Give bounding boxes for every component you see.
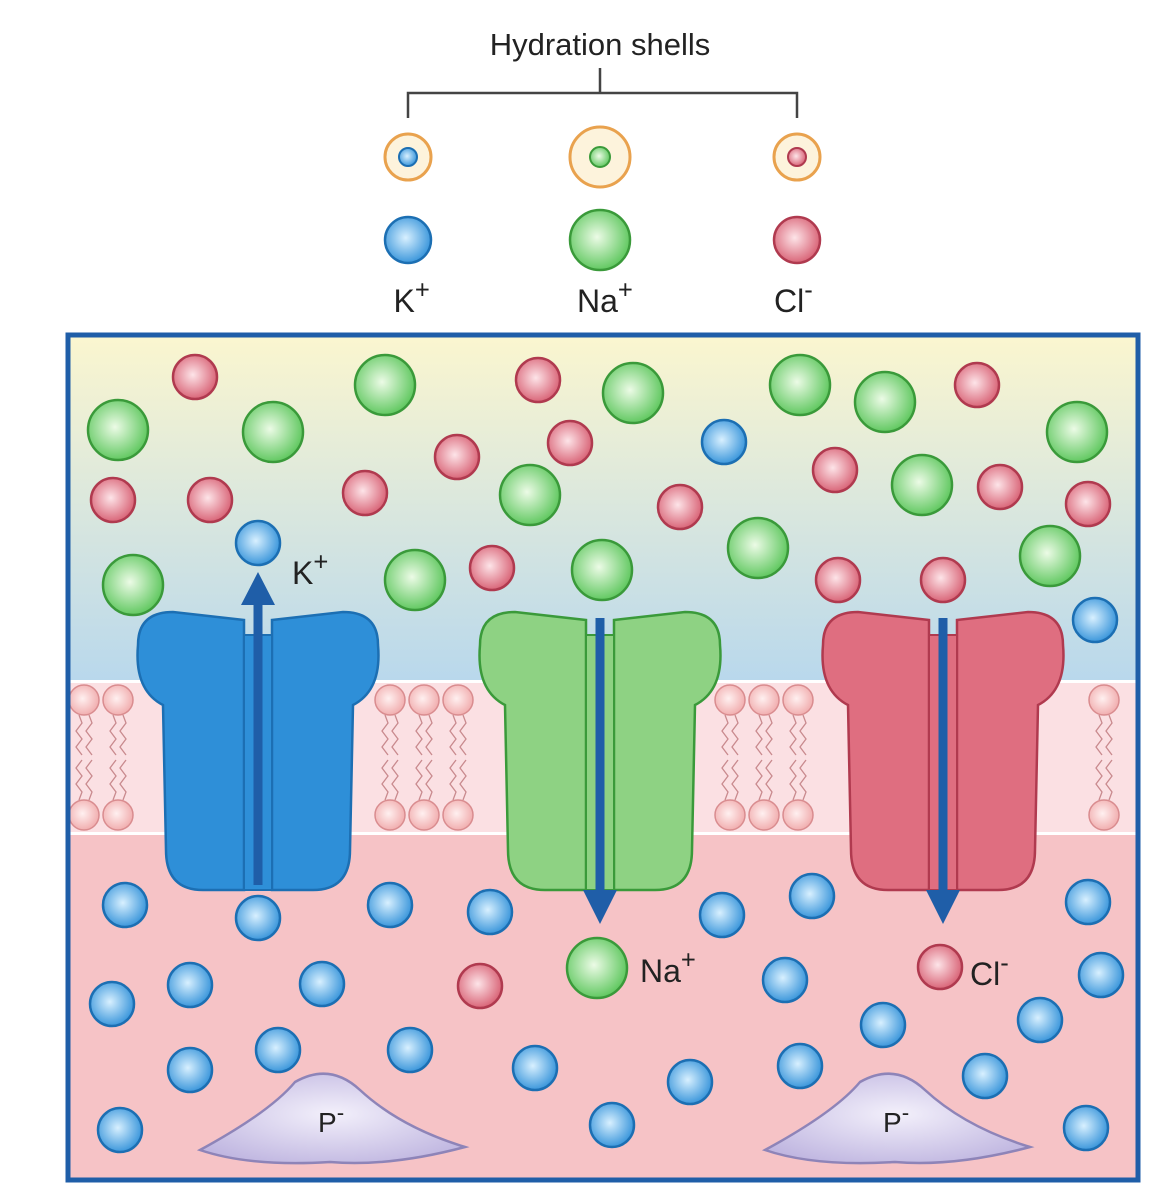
potassium-ion-shell-core bbox=[399, 148, 417, 166]
chloride-ion bbox=[816, 558, 860, 602]
potassium-ion bbox=[702, 420, 746, 464]
lipid-head bbox=[749, 685, 779, 715]
potassium-ion bbox=[1079, 953, 1123, 997]
potassium-ion bbox=[236, 896, 280, 940]
lipid-head bbox=[1089, 800, 1119, 830]
chloride-ion bbox=[658, 485, 702, 529]
potassium-ion bbox=[1073, 598, 1117, 642]
impermeant-anion-label: P- bbox=[883, 1100, 910, 1138]
potassium-ion bbox=[98, 1108, 142, 1152]
potassium-ion bbox=[513, 1046, 557, 1090]
lipid-head bbox=[1089, 685, 1119, 715]
legend-items bbox=[385, 127, 820, 319]
sodium-ion bbox=[855, 372, 915, 432]
sodium-ion bbox=[500, 465, 560, 525]
chloride-ion bbox=[173, 355, 217, 399]
chloride-ion bbox=[978, 465, 1022, 509]
legend-title: Hydration shells bbox=[489, 27, 711, 62]
lipid-head bbox=[749, 800, 779, 830]
chloride-ion bbox=[1066, 482, 1110, 526]
potassium-ion bbox=[590, 1103, 634, 1147]
potassium-ion bbox=[1018, 998, 1062, 1042]
potassium-ion bbox=[300, 962, 344, 1006]
sodium-ion bbox=[770, 355, 830, 415]
potassium-ion bbox=[778, 1044, 822, 1088]
lipid-head bbox=[443, 685, 473, 715]
chloride-ion-legend-label: Cl- bbox=[774, 276, 813, 319]
sodium-ion bbox=[603, 363, 663, 423]
potassium-ion bbox=[668, 1060, 712, 1104]
chloride-ion bbox=[91, 478, 135, 522]
chloride-ion-shell-core bbox=[788, 148, 806, 166]
sodium-ion bbox=[567, 938, 627, 998]
potassium-ion bbox=[963, 1054, 1007, 1098]
potassium-ion-legend-label: K+ bbox=[393, 276, 430, 319]
potassium-ion bbox=[368, 883, 412, 927]
sodium-channel-ion-label: Na+ bbox=[640, 946, 696, 989]
potassium-ion-legend bbox=[385, 217, 431, 263]
chloride-channel-ion-label: Cl- bbox=[970, 949, 1009, 992]
lipid-head bbox=[375, 800, 405, 830]
lipid-head bbox=[103, 800, 133, 830]
lipid-head bbox=[103, 685, 133, 715]
chloride-ion bbox=[435, 435, 479, 479]
sodium-ion-legend-label: Na+ bbox=[577, 276, 633, 319]
lipid-head bbox=[715, 800, 745, 830]
potassium-ion bbox=[1064, 1106, 1108, 1150]
lipid-head bbox=[783, 800, 813, 830]
sodium-ion bbox=[1020, 526, 1080, 586]
lipid-head bbox=[69, 685, 99, 715]
sodium-ion bbox=[728, 518, 788, 578]
potassium-ion bbox=[388, 1028, 432, 1072]
potassium-ion bbox=[168, 963, 212, 1007]
chloride-ion bbox=[470, 546, 514, 590]
potassium-ion bbox=[861, 1003, 905, 1047]
lipid-head bbox=[715, 685, 745, 715]
potassium-ion bbox=[90, 982, 134, 1026]
sodium-ion bbox=[892, 455, 952, 515]
chloride-ion bbox=[813, 448, 857, 492]
lipid-head bbox=[375, 685, 405, 715]
chloride-ion bbox=[458, 964, 502, 1008]
potassium-ion bbox=[103, 883, 147, 927]
sodium-ion bbox=[243, 402, 303, 462]
potassium-ion bbox=[468, 890, 512, 934]
sodium-ion bbox=[1047, 402, 1107, 462]
lipid-head bbox=[443, 800, 473, 830]
sodium-ion bbox=[103, 555, 163, 615]
lipid-head bbox=[409, 685, 439, 715]
potassium-ion bbox=[236, 521, 280, 565]
sodium-ion bbox=[88, 400, 148, 460]
sodium-ion-shell-core bbox=[590, 147, 610, 167]
sodium-ion bbox=[385, 550, 445, 610]
potassium-ion bbox=[763, 958, 807, 1002]
chloride-ion bbox=[955, 363, 999, 407]
impermeant-anion-label: P- bbox=[318, 1100, 345, 1138]
potassium-channel-ion-label: K+ bbox=[292, 548, 329, 591]
lipid-head bbox=[69, 800, 99, 830]
chloride-ion bbox=[548, 421, 592, 465]
potassium-ion bbox=[700, 893, 744, 937]
chloride-ion bbox=[918, 945, 962, 989]
sodium-ion-legend bbox=[570, 210, 630, 270]
potassium-ion bbox=[1066, 880, 1110, 924]
lipid-head bbox=[783, 685, 813, 715]
legend-bracket bbox=[408, 68, 797, 118]
chloride-ion bbox=[343, 471, 387, 515]
chloride-ion bbox=[516, 358, 560, 402]
sodium-ion bbox=[572, 540, 632, 600]
lipid-head bbox=[409, 800, 439, 830]
cell-panel bbox=[68, 335, 1138, 1180]
chloride-ion-legend bbox=[774, 217, 820, 263]
potassium-ion bbox=[168, 1048, 212, 1092]
legend bbox=[385, 27, 820, 319]
potassium-ion bbox=[790, 874, 834, 918]
chloride-ion bbox=[921, 558, 965, 602]
chloride-ion bbox=[188, 478, 232, 522]
sodium-ion bbox=[355, 355, 415, 415]
potassium-ion bbox=[256, 1028, 300, 1072]
